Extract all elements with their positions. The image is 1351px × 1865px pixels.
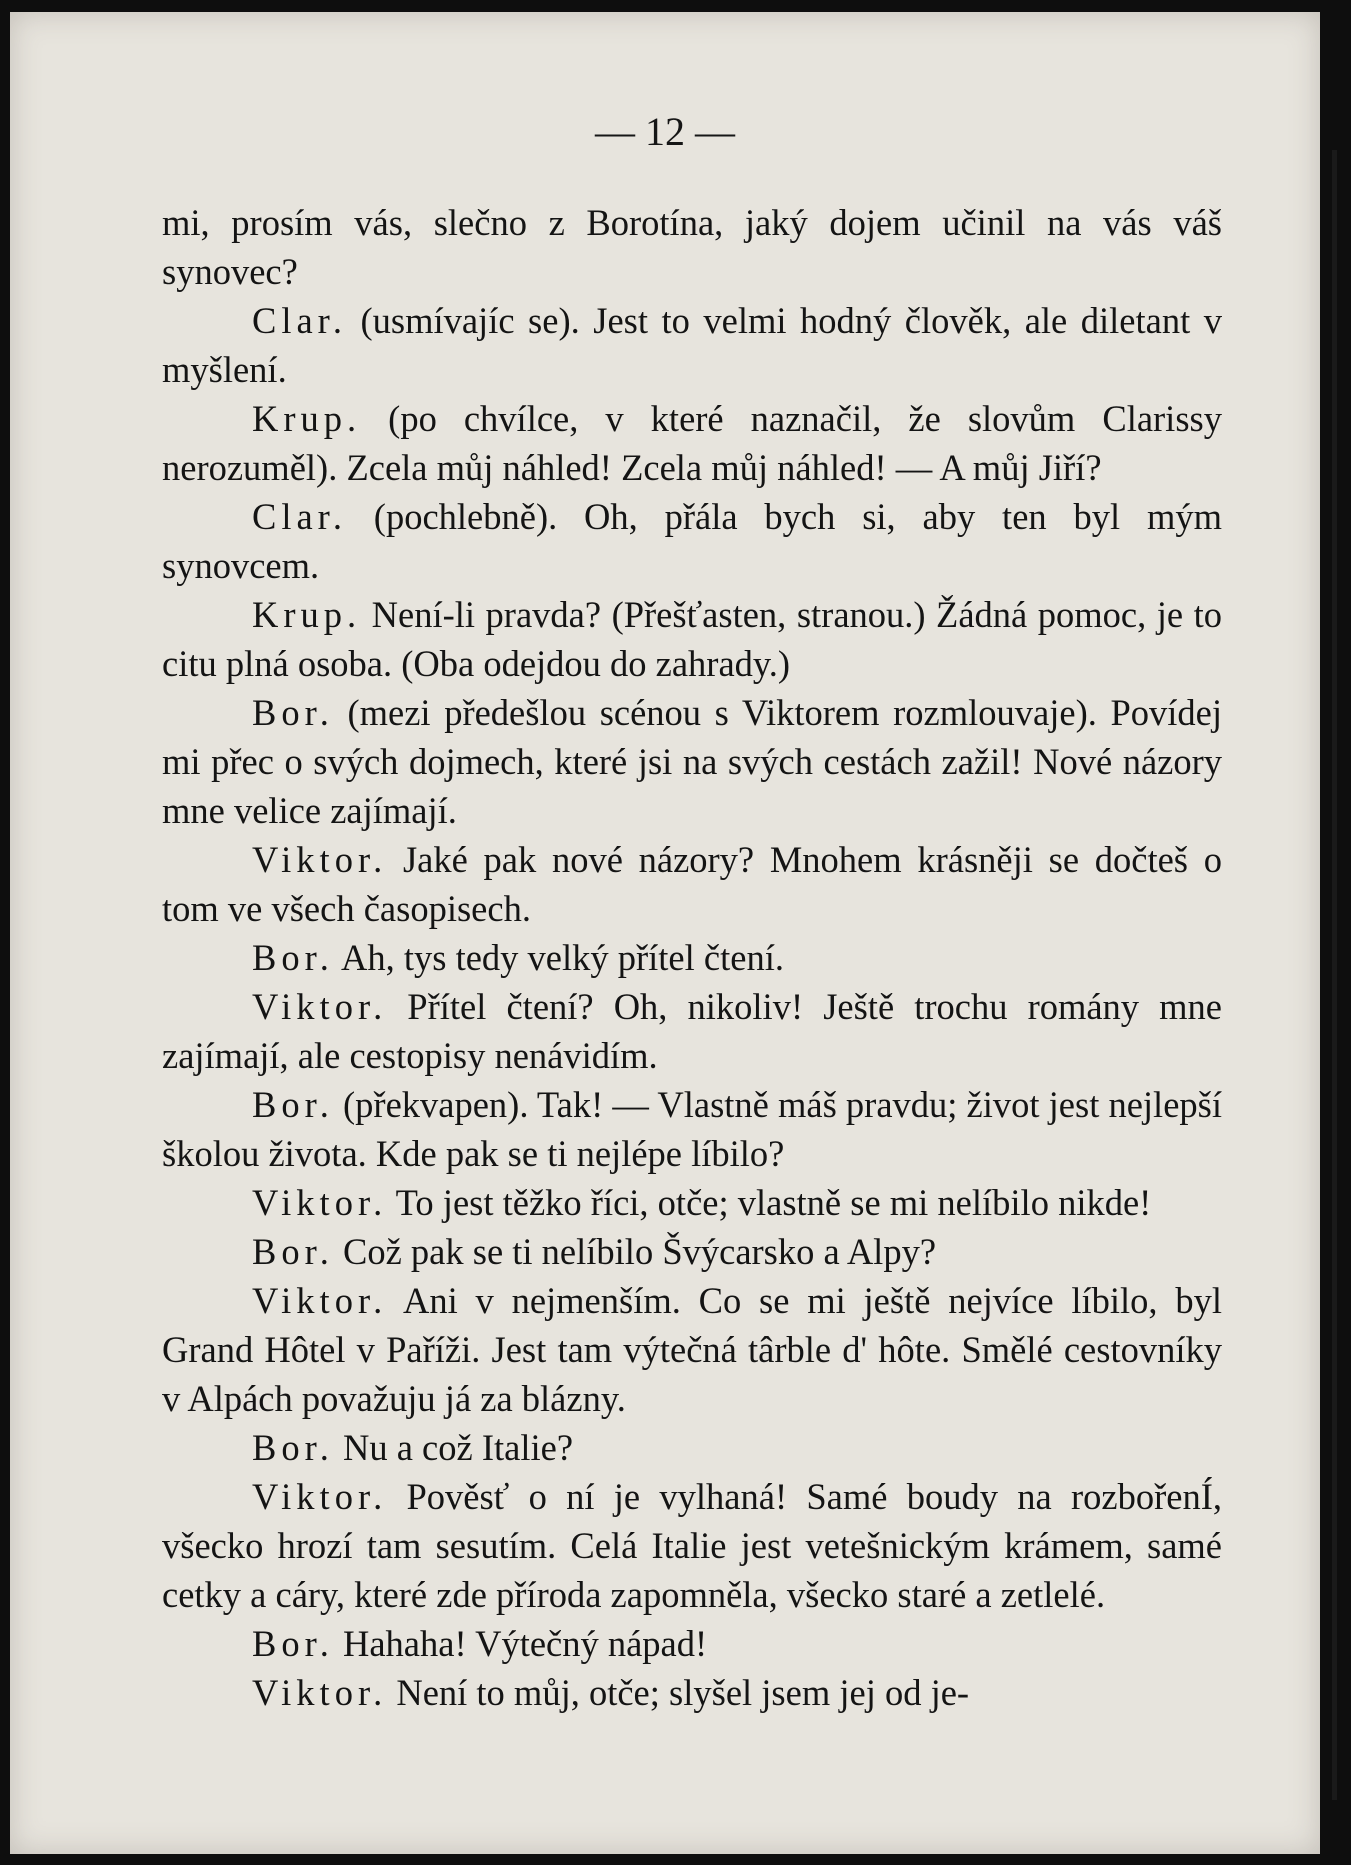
speaker-name: Viktor. xyxy=(252,839,388,880)
paragraph xyxy=(162,590,1222,688)
page-number: — 12 — xyxy=(595,109,735,154)
paragraph-text: (mezi předešlou scénou s Viktorem rozmlouvaje). Povídej mi přec o svých dojmech, které jsi na svých cestách zažil! Nové názory mne velice zajímají. xyxy=(162,692,1222,831)
paragraph-text: Není to můj, otče; slyšel jsem jej od je- xyxy=(387,1672,970,1713)
paragraph xyxy=(162,982,1222,1080)
speaker-name: Viktor. xyxy=(252,1280,388,1321)
speaker-name: Bor. xyxy=(252,1231,334,1272)
paragraph-text: Přítel čtení? Oh, nikoliv! Ještě trochu romány mne zajímají, ale cestopisy nenávidím. xyxy=(162,986,1222,1076)
speaker-name: Krup. xyxy=(252,594,362,635)
speaker-name: Viktor. xyxy=(252,1476,388,1517)
paragraph-text: (po chvílce, v které naznačil, že slovům Clarissy nerozuměl). Zcela můj náhled! Zcela můj náhled! — A můj Jiří? xyxy=(162,398,1222,488)
paragraph xyxy=(162,1178,1222,1227)
speaker-name: Krup. xyxy=(252,398,362,439)
paragraph xyxy=(162,1423,1222,1472)
paragraph-text: (pochlebně). Oh, přála bych si, aby ten byl mým synovcem. xyxy=(162,496,1222,586)
paragraph xyxy=(162,1472,1222,1619)
paragraph xyxy=(162,835,1222,933)
paragraph-text: (usmívajíc se). Jest to velmi hodný člověk, ale diletant v myšlení. xyxy=(162,300,1222,390)
paragraph xyxy=(162,1619,1222,1668)
speaker-name: Clar. xyxy=(252,496,347,537)
book-page xyxy=(10,12,1320,1854)
paragraph-text: Jaké pak nové názory? Mnohem krásněji se dočteš o tom ve všech časopisech. xyxy=(162,839,1222,929)
paragraph xyxy=(162,933,1222,982)
paragraph-text: (překvapen). Tak! — Vlastně máš pravdu; život jest nejlepší školou života. Kde pak se ti nejlépe líbilo? xyxy=(162,1084,1222,1174)
paragraph xyxy=(162,1668,1222,1717)
paragraph xyxy=(162,394,1222,492)
paragraph-text: Pověsť o ní je vylhaná! Samé boudy na rozbořenÍ, všecko hrozí tam sesutím. Celá Italie jest vetešnickým krámem, samé cetky a cáry, které zde příroda zapomněla, všecko staré a zetlelé. xyxy=(162,1476,1222,1615)
speaker-name: Bor. xyxy=(252,1623,334,1664)
speaker-name: Viktor. xyxy=(252,1182,388,1223)
paragraph-text: Ah, tys tedy velký přítel čtení. xyxy=(333,937,784,978)
paragraph-text: mi, prosím vás, slečno z Borotína, jaký dojem učinil na vás váš synovec? xyxy=(162,202,1222,292)
paragraph xyxy=(162,1227,1222,1276)
speaker-name: Clar. xyxy=(252,300,347,341)
paragraph-text: Nu a což Italie? xyxy=(333,1427,574,1468)
paragraph-text: Ani v nejmenším. Co se mi ještě nejvíce líbilo, byl Grand Hôtel v Paříži. Jest tam výtečná târble d' hôte. Smělé cestovníky v Alpách považuju já za blázny. xyxy=(162,1280,1222,1419)
speaker-name: Bor. xyxy=(252,692,334,733)
paragraph-text: To jest těžko říci, otče; vlastně se mi nelíbilo nikde! xyxy=(387,1182,1152,1223)
speaker-name: Bor. xyxy=(252,1084,334,1125)
speaker-name: Bor. xyxy=(252,937,334,978)
paragraph xyxy=(162,198,1222,296)
paragraph xyxy=(162,492,1222,590)
paragraph xyxy=(162,296,1222,394)
speaker-name: Viktor. xyxy=(252,1672,388,1713)
binding-edge xyxy=(1332,150,1337,1800)
paragraph-text: Hahaha! Výtečný nápad! xyxy=(333,1623,708,1664)
paragraph-text: Což pak se ti nelíbilo Švýcarsko a Alpy? xyxy=(333,1231,937,1272)
page-text xyxy=(162,198,1222,1717)
paragraph xyxy=(162,1276,1222,1423)
speaker-name: Viktor. xyxy=(252,986,388,1027)
speaker-name: Bor. xyxy=(252,1427,334,1468)
paragraph xyxy=(162,1080,1222,1178)
paragraph-text: Není-li pravda? (Přešťasten, stranou.) Žádná pomoc, je to citu plná osoba. (Oba odejdou do zahrady.) xyxy=(162,594,1222,684)
paragraph xyxy=(162,688,1222,835)
